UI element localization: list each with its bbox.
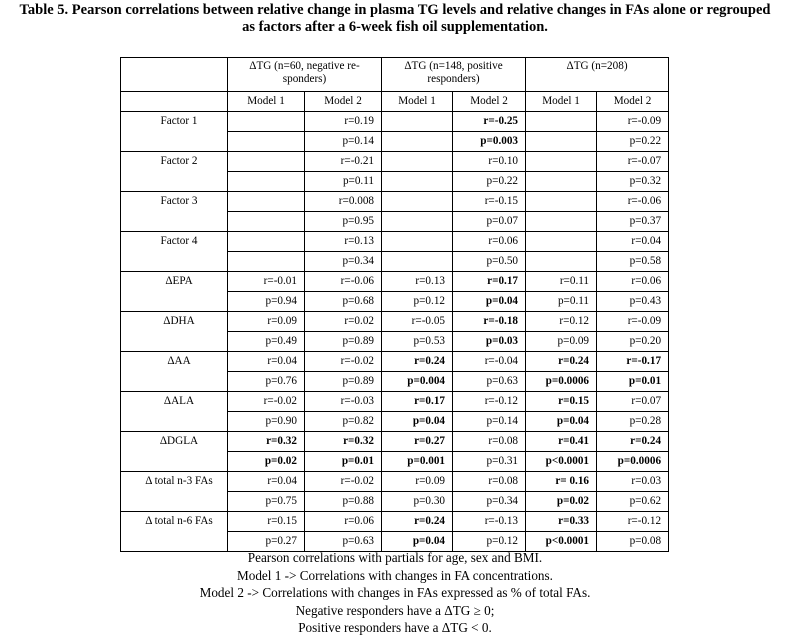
row-label: ΔDHA [121, 312, 228, 352]
note-line: Model 2 -> Correlations with changes in FAs expressed as % of total FAs. [199, 585, 591, 601]
r-value-cell: r=-0.02 [305, 352, 382, 372]
row-label: Factor 4 [121, 232, 228, 272]
group-header: ΔTG (n=208) [526, 58, 669, 92]
p-value-cell: p<0.0001 [526, 452, 597, 472]
p-value-cell: p=0.49 [228, 332, 305, 352]
p-value-cell: p=0.12 [382, 292, 453, 312]
row-label: ΔAA [121, 352, 228, 392]
model-header: Model 1 [382, 92, 453, 112]
r-value-cell: r=-0.02 [305, 472, 382, 492]
row-label: ΔDGLA [121, 432, 228, 472]
r-value-cell: r=0.09 [382, 472, 453, 492]
r-value-cell: r=0.04 [228, 352, 305, 372]
p-value-cell: p=0.22 [453, 172, 526, 192]
row-label: ΔALA [121, 392, 228, 432]
r-value-cell: r=0.02 [305, 312, 382, 332]
p-value-cell: p=0.14 [305, 132, 382, 152]
r-value-cell [526, 232, 597, 252]
table-row [121, 272, 669, 292]
r-value-cell: r=-0.03 [305, 392, 382, 412]
r-value-cell: r=0.04 [597, 232, 669, 252]
table-body [121, 58, 669, 552]
r-value-cell: r=0.27 [382, 432, 453, 452]
r-value-cell: r=-0.12 [597, 512, 669, 532]
p-value-cell: p=0.88 [305, 492, 382, 512]
p-value-cell: p=0.43 [597, 292, 669, 312]
p-value-cell: p=0.58 [597, 252, 669, 272]
p-value-cell: p=0.90 [228, 412, 305, 432]
r-value-cell: r=0.11 [526, 272, 597, 292]
p-value-cell: p=0.31 [453, 452, 526, 472]
r-value-cell: r=0.06 [597, 272, 669, 292]
r-value-cell [228, 232, 305, 252]
r-value-cell: r=0.008 [305, 192, 382, 212]
p-value-cell [382, 212, 453, 232]
p-value-cell: p=0.11 [305, 172, 382, 192]
p-value-cell: p=0.04 [453, 292, 526, 312]
r-value-cell: r=0.17 [382, 392, 453, 412]
corner-cell [121, 58, 228, 92]
r-value-cell [526, 112, 597, 132]
p-value-cell: p=0.0006 [597, 452, 669, 472]
p-value-cell: p=0.75 [228, 492, 305, 512]
r-value-cell: r=-0.13 [453, 512, 526, 532]
row-label: Factor 3 [121, 192, 228, 232]
r-value-cell: r=0.13 [382, 272, 453, 292]
p-value-cell: p=0.08 [597, 532, 669, 552]
p-value-cell: p=0.53 [382, 332, 453, 352]
model-header: Model 2 [305, 92, 382, 112]
model-header: Model 2 [453, 92, 526, 112]
p-value-cell: p=0.0006 [526, 372, 597, 392]
r-value-cell: r=-0.21 [305, 152, 382, 172]
r-value-cell: r=-0.09 [597, 112, 669, 132]
p-value-cell: p=0.27 [228, 532, 305, 552]
r-value-cell: r=0.09 [228, 312, 305, 332]
r-value-cell: r=0.10 [453, 152, 526, 172]
p-value-cell: p=0.89 [305, 332, 382, 352]
r-value-cell: r=-0.18 [453, 312, 526, 332]
p-value-cell: p=0.003 [453, 132, 526, 152]
p-value-cell [382, 172, 453, 192]
r-value-cell: r=0.06 [453, 232, 526, 252]
model-header: Model 2 [597, 92, 669, 112]
table-row [121, 312, 669, 332]
table-row [121, 112, 669, 132]
r-value-cell: r=0.32 [228, 432, 305, 452]
note-line: Pearson correlations with partials for age, sex and BMI. [247, 550, 543, 565]
row-label: ΔEPA [121, 272, 228, 312]
r-value-cell: r=0.03 [597, 472, 669, 492]
r-value-cell: r=0.13 [305, 232, 382, 252]
r-value-cell: r=-0.01 [228, 272, 305, 292]
r-value-cell [526, 192, 597, 212]
p-value-cell: p=0.34 [453, 492, 526, 512]
p-value-cell: p=0.62 [597, 492, 669, 512]
r-value-cell: r=-0.04 [453, 352, 526, 372]
model-header: Model 1 [526, 92, 597, 112]
p-value-cell: p=0.63 [453, 372, 526, 392]
r-value-cell: r=-0.05 [382, 312, 453, 332]
corner-cell [121, 92, 228, 112]
r-value-cell: r=0.24 [382, 512, 453, 532]
r-value-cell: r=-0.17 [597, 352, 669, 372]
table-row [121, 512, 669, 532]
r-value-cell: r=0.08 [453, 432, 526, 452]
r-value-cell: r=-0.25 [453, 112, 526, 132]
correlation-table [120, 57, 669, 552]
p-value-cell: p=0.03 [453, 332, 526, 352]
p-value-cell [526, 172, 597, 192]
p-value-cell: p=0.37 [597, 212, 669, 232]
p-value-cell: p=0.07 [453, 212, 526, 232]
p-value-cell: p=0.20 [597, 332, 669, 352]
r-value-cell: r=0.19 [305, 112, 382, 132]
p-value-cell: p=0.04 [526, 412, 597, 432]
p-value-cell: p=0.04 [382, 532, 453, 552]
p-value-cell: p=0.001 [382, 452, 453, 472]
table-row [121, 392, 669, 412]
r-value-cell [228, 152, 305, 172]
r-value-cell: r=0.06 [305, 512, 382, 532]
r-value-cell: r=0.12 [526, 312, 597, 332]
p-value-cell [382, 252, 453, 272]
p-value-cell: p=0.004 [382, 372, 453, 392]
caption-line-1: Table 5. Pearson correlations between relative change in plasma TG levels and relative changes in FAs alone or regrouped [19, 2, 771, 18]
p-value-cell: p=0.09 [526, 332, 597, 352]
p-value-cell [228, 252, 305, 272]
p-value-cell [228, 172, 305, 192]
r-value-cell: r=0.07 [597, 392, 669, 412]
r-value-cell: r=0.41 [526, 432, 597, 452]
note-line: Positive responders have a ΔTG < 0. [298, 620, 492, 636]
r-value-cell: r=0.17 [453, 272, 526, 292]
r-value-cell: r=0.15 [228, 512, 305, 532]
p-value-cell: p=0.82 [305, 412, 382, 432]
p-value-cell: p=0.12 [453, 532, 526, 552]
p-value-cell: p=0.68 [305, 292, 382, 312]
p-value-cell: p=0.28 [597, 412, 669, 432]
table-row [121, 192, 669, 212]
model-header-row [121, 92, 669, 112]
r-value-cell [382, 232, 453, 252]
note-line: Negative responders have a ΔTG ≥ 0; [295, 602, 495, 618]
group-header-row [121, 58, 669, 92]
note-line: Model 1 -> Correlations with changes in FA concentrations. [237, 567, 553, 583]
model-header: Model 1 [228, 92, 305, 112]
r-value-cell [382, 112, 453, 132]
p-value-cell: p=0.14 [453, 412, 526, 432]
p-value-cell: p=0.63 [305, 532, 382, 552]
r-value-cell: r=-0.12 [453, 392, 526, 412]
r-value-cell: r=0.33 [526, 512, 597, 532]
p-value-cell [228, 132, 305, 152]
p-value-cell: p=0.02 [526, 492, 597, 512]
p-value-cell: p=0.76 [228, 372, 305, 392]
r-value-cell: r=0.24 [526, 352, 597, 372]
p-value-cell [526, 212, 597, 232]
row-label: Δ total n-3 FAs [121, 472, 228, 512]
p-value-cell: p=0.02 [228, 452, 305, 472]
r-value-cell: r=-0.02 [228, 392, 305, 412]
r-value-cell [526, 152, 597, 172]
caption-line-2: as factors after a 6-week fish oil supplementation. [242, 19, 548, 35]
r-value-cell [228, 112, 305, 132]
p-value-cell: p=0.22 [597, 132, 669, 152]
row-label: Factor 2 [121, 152, 228, 192]
table-row [121, 232, 669, 252]
p-value-cell: p<0.0001 [526, 532, 597, 552]
table-notes [0, 549, 790, 637]
table-row [121, 352, 669, 372]
r-value-cell: r=0.24 [597, 432, 669, 452]
table-row [121, 432, 669, 452]
p-value-cell [228, 212, 305, 232]
r-value-cell: r=0.15 [526, 392, 597, 412]
p-value-cell: p=0.32 [597, 172, 669, 192]
r-value-cell: r= 0.16 [526, 472, 597, 492]
p-value-cell: p=0.30 [382, 492, 453, 512]
p-value-cell: p=0.11 [526, 292, 597, 312]
p-value-cell [382, 132, 453, 152]
r-value-cell [382, 152, 453, 172]
group-header: ΔTG (n=60, negative re-sponders) [228, 58, 382, 92]
p-value-cell [526, 132, 597, 152]
r-value-cell: r=-0.15 [453, 192, 526, 212]
r-value-cell [382, 192, 453, 212]
r-value-cell: r=0.24 [382, 352, 453, 372]
r-value-cell: r=-0.07 [597, 152, 669, 172]
row-label: Δ total n-6 FAs [121, 512, 228, 552]
p-value-cell: p=0.50 [453, 252, 526, 272]
row-label: Factor 1 [121, 112, 228, 152]
p-value-cell [526, 252, 597, 272]
r-value-cell: r=-0.06 [305, 272, 382, 292]
p-value-cell: p=0.01 [305, 452, 382, 472]
r-value-cell: r=0.08 [453, 472, 526, 492]
p-value-cell: p=0.94 [228, 292, 305, 312]
p-value-cell: p=0.34 [305, 252, 382, 272]
r-value-cell [228, 192, 305, 212]
table-row [121, 152, 669, 172]
p-value-cell: p=0.95 [305, 212, 382, 232]
p-value-cell: p=0.01 [597, 372, 669, 392]
table-row [121, 472, 669, 492]
group-header: ΔTG (n=148, positive responders) [382, 58, 526, 92]
r-value-cell: r=0.32 [305, 432, 382, 452]
table-caption [0, 2, 790, 36]
p-value-cell: p=0.89 [305, 372, 382, 392]
r-value-cell: r=-0.06 [597, 192, 669, 212]
r-value-cell: r=0.04 [228, 472, 305, 492]
r-value-cell: r=-0.09 [597, 312, 669, 332]
p-value-cell: p=0.04 [382, 412, 453, 432]
